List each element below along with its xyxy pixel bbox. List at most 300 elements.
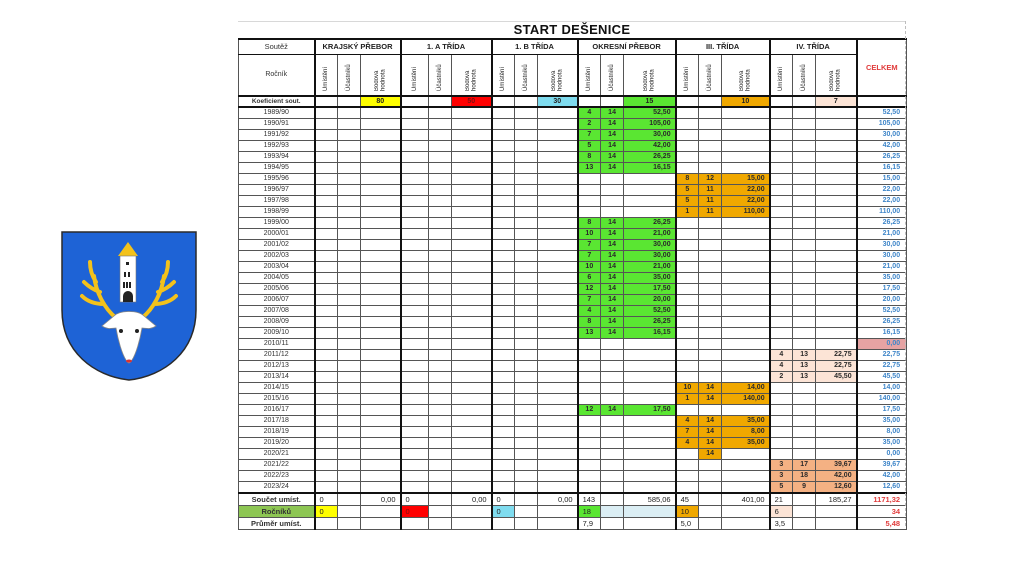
- cell-empty: [452, 262, 492, 273]
- cell-empty: [793, 416, 816, 427]
- cell-empty: [624, 185, 676, 196]
- cell-empty: [515, 372, 538, 383]
- row-total: 52,50: [857, 306, 907, 317]
- cell-empty: [515, 119, 538, 130]
- coef-empty: [578, 96, 601, 107]
- cell-empty: [401, 372, 429, 383]
- subcolumn-label: Účastníků: [608, 64, 615, 91]
- cell-empty: [578, 383, 601, 394]
- row-total: 30,00: [857, 130, 907, 141]
- cell-empty: [816, 119, 857, 130]
- cell-teams: 14: [601, 328, 624, 339]
- coef-empty: [857, 96, 907, 107]
- cell-teams: 14: [601, 229, 624, 240]
- season-cell: 2007/08: [239, 306, 315, 317]
- table-row: [239, 350, 907, 361]
- cell-empty: [538, 405, 578, 416]
- cell-empty: [338, 394, 361, 405]
- sum-total: 1171,32: [857, 493, 907, 506]
- table-row: [239, 383, 907, 394]
- cell-empty: [452, 251, 492, 262]
- cell-empty: [452, 229, 492, 240]
- cell-empty: [315, 328, 338, 339]
- cell-empty: [624, 207, 676, 218]
- coefficient-value: 10: [722, 96, 770, 107]
- cell-empty: [452, 361, 492, 372]
- row-total: 52,50: [857, 107, 907, 119]
- cell-empty: [676, 119, 699, 130]
- sum-points: 0,00: [361, 493, 401, 506]
- cell-empty: [624, 460, 676, 471]
- cell-empty: [429, 438, 452, 449]
- cell-empty: [338, 141, 361, 152]
- cell-empty: [578, 416, 601, 427]
- cell-empty: [492, 185, 515, 196]
- cell-teams: 14: [601, 141, 624, 152]
- cell-empty: [429, 119, 452, 130]
- cell-empty: [338, 361, 361, 372]
- avg-empty: [538, 518, 578, 530]
- cell-empty: [429, 471, 452, 482]
- cell-empty: [452, 482, 492, 494]
- cell-empty: [624, 427, 676, 438]
- cell-place: 5: [770, 482, 793, 494]
- cell-empty: [429, 174, 452, 185]
- table-row: [239, 119, 907, 130]
- row-total: 26,25: [857, 152, 907, 163]
- cell-empty: [315, 218, 338, 229]
- cell-empty: [401, 163, 429, 174]
- sum-place: 0: [315, 493, 338, 506]
- cell-empty: [429, 273, 452, 284]
- row-total: 42,00: [857, 471, 907, 482]
- cell-empty: [515, 196, 538, 207]
- cell-empty: [816, 383, 857, 394]
- subcolumn-label: Umístění: [778, 66, 785, 91]
- cell-empty: [793, 218, 816, 229]
- cell-empty: [401, 460, 429, 471]
- cell-empty: [722, 295, 770, 306]
- cell-empty: [361, 262, 401, 273]
- sum-points: 585,06: [624, 493, 676, 506]
- cell-empty: [601, 339, 624, 350]
- coefficient-value: 50: [452, 96, 492, 107]
- average-value: 5,0: [676, 518, 699, 530]
- cell-empty: [452, 119, 492, 130]
- cell-teams: 9: [793, 482, 816, 494]
- coef-empty: [699, 96, 722, 107]
- cell-empty: [492, 416, 515, 427]
- cell-empty: [816, 251, 857, 262]
- row-total: 12,60: [857, 482, 907, 494]
- row-total: 16,15: [857, 163, 907, 174]
- cell-empty: [492, 394, 515, 405]
- table-row: [239, 273, 907, 284]
- cell-empty: [492, 163, 515, 174]
- cell-empty: [722, 471, 770, 482]
- cell-empty: [624, 383, 676, 394]
- cell-empty: [538, 229, 578, 240]
- cell-empty: [816, 306, 857, 317]
- season-cell: 1990/91: [239, 119, 315, 130]
- cell-empty: [699, 471, 722, 482]
- cell-empty: [429, 482, 452, 494]
- subcolumn-header: [361, 55, 401, 97]
- cell-empty: [793, 251, 816, 262]
- season-cell: 1993/94: [239, 152, 315, 163]
- sum-empty: [429, 493, 452, 506]
- cell-empty: [770, 185, 793, 196]
- season-cell: 2011/12: [239, 350, 315, 361]
- cell-empty: [401, 482, 429, 494]
- cell-empty: [601, 427, 624, 438]
- cell-empty: [816, 405, 857, 416]
- cell-empty: [793, 306, 816, 317]
- subcolumn-label: Bodová hodnota: [373, 69, 387, 91]
- cell-empty: [770, 427, 793, 438]
- cell-empty: [515, 460, 538, 471]
- subcolumn-label: Umístění: [500, 66, 507, 91]
- cell-empty: [492, 438, 515, 449]
- cell-empty: [429, 207, 452, 218]
- cell-empty: [338, 427, 361, 438]
- cell-empty: [452, 107, 492, 119]
- cell-empty: [601, 416, 624, 427]
- cell-empty: [601, 449, 624, 460]
- cell-empty: [538, 141, 578, 152]
- cell-empty: [578, 339, 601, 350]
- cell-points: 52,50: [624, 107, 676, 119]
- cell-empty: [338, 372, 361, 383]
- cell-empty: [601, 482, 624, 494]
- row-total: 26,25: [857, 317, 907, 328]
- cell-empty: [361, 163, 401, 174]
- cell-teams: 14: [601, 273, 624, 284]
- cell-empty: [338, 119, 361, 130]
- cell-empty: [676, 262, 699, 273]
- cell-empty: [429, 383, 452, 394]
- sum-points: 185,27: [816, 493, 857, 506]
- cell-empty: [452, 339, 492, 350]
- cell-empty: [538, 306, 578, 317]
- cell-empty: [601, 174, 624, 185]
- cell-empty: [770, 218, 793, 229]
- cell-empty: [315, 339, 338, 350]
- season-cell: 2010/11: [239, 339, 315, 350]
- cell-points: 30,00: [624, 240, 676, 251]
- cell-empty: [429, 218, 452, 229]
- season-cell: 2021/22: [239, 460, 315, 471]
- sum-place: 21: [770, 493, 793, 506]
- sum-points: 401,00: [722, 493, 770, 506]
- cell-empty: [338, 471, 361, 482]
- cell-empty: [770, 295, 793, 306]
- subcolumn-header: [538, 55, 578, 97]
- row-total: 105,00: [857, 119, 907, 130]
- row-total: 39,67: [857, 460, 907, 471]
- subcolumn-label: Účastníků: [706, 64, 713, 91]
- cell-empty: [315, 361, 338, 372]
- cell-empty: [315, 449, 338, 460]
- cell-empty: [793, 130, 816, 141]
- cell-place: 4: [578, 306, 601, 317]
- table-row: [239, 372, 907, 383]
- cell-empty: [816, 185, 857, 196]
- years-empty: [538, 506, 578, 518]
- subcolumn-header: [770, 55, 793, 97]
- coef-empty: [601, 96, 624, 107]
- cell-empty: [816, 339, 857, 350]
- season-cell: 2019/20: [239, 438, 315, 449]
- cell-empty: [492, 262, 515, 273]
- cell-empty: [538, 130, 578, 141]
- subcolumn-header: [315, 55, 338, 97]
- cell-empty: [429, 449, 452, 460]
- competition-label: Soutěž: [239, 39, 315, 55]
- season-cell: 2005/06: [239, 284, 315, 295]
- coef-empty: [492, 96, 515, 107]
- cell-empty: [699, 141, 722, 152]
- cell-empty: [699, 152, 722, 163]
- cell-empty: [538, 251, 578, 262]
- cell-empty: [624, 339, 676, 350]
- table-row: [239, 107, 907, 119]
- cell-empty: [315, 207, 338, 218]
- cell-place: 13: [578, 163, 601, 174]
- table-row: [239, 207, 907, 218]
- summary-row-sum: [239, 493, 907, 506]
- competition-header: KRAJSKÝ PŘEBOR: [315, 39, 401, 55]
- cell-empty: [429, 405, 452, 416]
- cell-empty: [538, 350, 578, 361]
- cell-empty: [361, 449, 401, 460]
- season-cell: 2012/13: [239, 361, 315, 372]
- cell-empty: [492, 229, 515, 240]
- cell-empty: [315, 130, 338, 141]
- cell-empty: [429, 394, 452, 405]
- cell-empty: [492, 119, 515, 130]
- cell-empty: [361, 460, 401, 471]
- cell-empty: [722, 262, 770, 273]
- cell-empty: [699, 361, 722, 372]
- season-cell: 2002/03: [239, 251, 315, 262]
- years-count: 0: [401, 506, 429, 518]
- season-cell: 2004/05: [239, 273, 315, 284]
- season-cell: 2001/02: [239, 240, 315, 251]
- cell-empty: [338, 229, 361, 240]
- cell-empty: [793, 273, 816, 284]
- cell-teams: 14: [601, 107, 624, 119]
- cell-empty: [315, 240, 338, 251]
- cell-empty: [401, 174, 429, 185]
- cell-empty: [816, 163, 857, 174]
- cell-empty: [601, 207, 624, 218]
- cell-empty: [578, 482, 601, 494]
- cell-empty: [492, 350, 515, 361]
- cell-empty: [492, 107, 515, 119]
- cell-teams: 14: [699, 449, 722, 460]
- sum-empty: [793, 493, 816, 506]
- cell-empty: [401, 107, 429, 119]
- cell-teams: 14: [699, 394, 722, 405]
- subcolumn-label: Účastníků: [800, 64, 807, 91]
- cell-empty: [538, 163, 578, 174]
- row-total: 45,50: [857, 372, 907, 383]
- row-total: 21,00: [857, 262, 907, 273]
- cell-place: 4: [578, 107, 601, 119]
- average-value: [401, 518, 429, 530]
- cell-empty: [492, 174, 515, 185]
- cell-empty: [492, 449, 515, 460]
- cell-empty: [793, 295, 816, 306]
- row-total: 14,00: [857, 383, 907, 394]
- cell-empty: [816, 207, 857, 218]
- cell-empty: [492, 372, 515, 383]
- years-empty: [816, 506, 857, 518]
- cell-place: 10: [578, 229, 601, 240]
- cell-empty: [361, 416, 401, 427]
- cell-empty: [452, 284, 492, 295]
- cell-empty: [601, 471, 624, 482]
- cell-teams: 14: [601, 317, 624, 328]
- cell-empty: [429, 196, 452, 207]
- cell-empty: [401, 152, 429, 163]
- cell-empty: [816, 229, 857, 240]
- cell-empty: [770, 449, 793, 460]
- cell-empty: [452, 196, 492, 207]
- cell-empty: [676, 273, 699, 284]
- cell-empty: [452, 460, 492, 471]
- row-total: 35,00: [857, 416, 907, 427]
- cell-place: 7: [676, 427, 699, 438]
- cell-empty: [515, 163, 538, 174]
- cell-empty: [429, 306, 452, 317]
- cell-empty: [793, 163, 816, 174]
- cell-empty: [429, 317, 452, 328]
- cell-empty: [770, 152, 793, 163]
- cell-empty: [452, 350, 492, 361]
- cell-points: 42,00: [816, 471, 857, 482]
- cell-empty: [676, 218, 699, 229]
- cell-place: 5: [676, 196, 699, 207]
- cell-empty: [515, 405, 538, 416]
- table-row: [239, 416, 907, 427]
- cell-empty: [401, 295, 429, 306]
- cell-empty: [793, 383, 816, 394]
- cell-empty: [676, 229, 699, 240]
- subcolumn-label: Účastníků: [345, 64, 352, 91]
- avg-empty: [816, 518, 857, 530]
- cell-empty: [538, 339, 578, 350]
- coef-empty: [770, 96, 793, 107]
- cell-teams: 18: [793, 471, 816, 482]
- table-row: [239, 152, 907, 163]
- table-row: [239, 196, 907, 207]
- sum-place: 0: [401, 493, 429, 506]
- cell-empty: [315, 262, 338, 273]
- cell-teams: 13: [793, 361, 816, 372]
- cell-empty: [601, 196, 624, 207]
- cell-empty: [429, 130, 452, 141]
- cell-empty: [452, 295, 492, 306]
- cell-empty: [361, 295, 401, 306]
- cell-empty: [816, 273, 857, 284]
- subcolumn-header: [624, 55, 676, 97]
- cell-empty: [793, 229, 816, 240]
- cell-points: 15,00: [722, 174, 770, 185]
- cell-empty: [816, 427, 857, 438]
- cell-empty: [816, 130, 857, 141]
- years-label: Ročníků: [239, 506, 315, 518]
- cell-empty: [722, 273, 770, 284]
- cell-points: 105,00: [624, 119, 676, 130]
- cell-empty: [338, 251, 361, 262]
- cell-empty: [492, 361, 515, 372]
- cell-empty: [676, 152, 699, 163]
- cell-empty: [578, 394, 601, 405]
- row-total: 8,00: [857, 427, 907, 438]
- cell-empty: [816, 438, 857, 449]
- cell-empty: [429, 229, 452, 240]
- cell-empty: [699, 482, 722, 494]
- season-cell: 1997/98: [239, 196, 315, 207]
- cell-empty: [722, 163, 770, 174]
- cell-empty: [722, 361, 770, 372]
- years-empty: [452, 506, 492, 518]
- cell-empty: [699, 240, 722, 251]
- cell-empty: [722, 317, 770, 328]
- cell-empty: [401, 284, 429, 295]
- subcolumn-header: [699, 55, 722, 97]
- cell-empty: [816, 317, 857, 328]
- cell-empty: [515, 185, 538, 196]
- cell-empty: [515, 438, 538, 449]
- cell-empty: [578, 350, 601, 361]
- cell-empty: [452, 152, 492, 163]
- competition-header: 1. B TŘÍDA: [492, 39, 578, 55]
- cell-empty: [601, 438, 624, 449]
- cell-teams: 11: [699, 196, 722, 207]
- cell-empty: [338, 306, 361, 317]
- cell-empty: [515, 383, 538, 394]
- cell-place: 7: [578, 295, 601, 306]
- cell-empty: [429, 361, 452, 372]
- coefficient-label: Koeficient sout.: [239, 96, 315, 107]
- cell-empty: [722, 130, 770, 141]
- cell-empty: [538, 361, 578, 372]
- cell-empty: [515, 218, 538, 229]
- cell-empty: [338, 174, 361, 185]
- cell-empty: [538, 185, 578, 196]
- cell-points: 110,00: [722, 207, 770, 218]
- header-row-competitions: [239, 39, 907, 55]
- cell-empty: [601, 394, 624, 405]
- cell-empty: [338, 339, 361, 350]
- cell-empty: [538, 394, 578, 405]
- cell-empty: [676, 163, 699, 174]
- cell-empty: [699, 251, 722, 262]
- cell-empty: [315, 471, 338, 482]
- cell-empty: [538, 317, 578, 328]
- cell-empty: [361, 427, 401, 438]
- table-row: [239, 262, 907, 273]
- cell-teams: 14: [601, 152, 624, 163]
- average-label: Průměr umíst.: [239, 518, 315, 530]
- cell-empty: [452, 207, 492, 218]
- cell-empty: [793, 107, 816, 119]
- table-row: [239, 438, 907, 449]
- subcolumn-header: [429, 55, 452, 97]
